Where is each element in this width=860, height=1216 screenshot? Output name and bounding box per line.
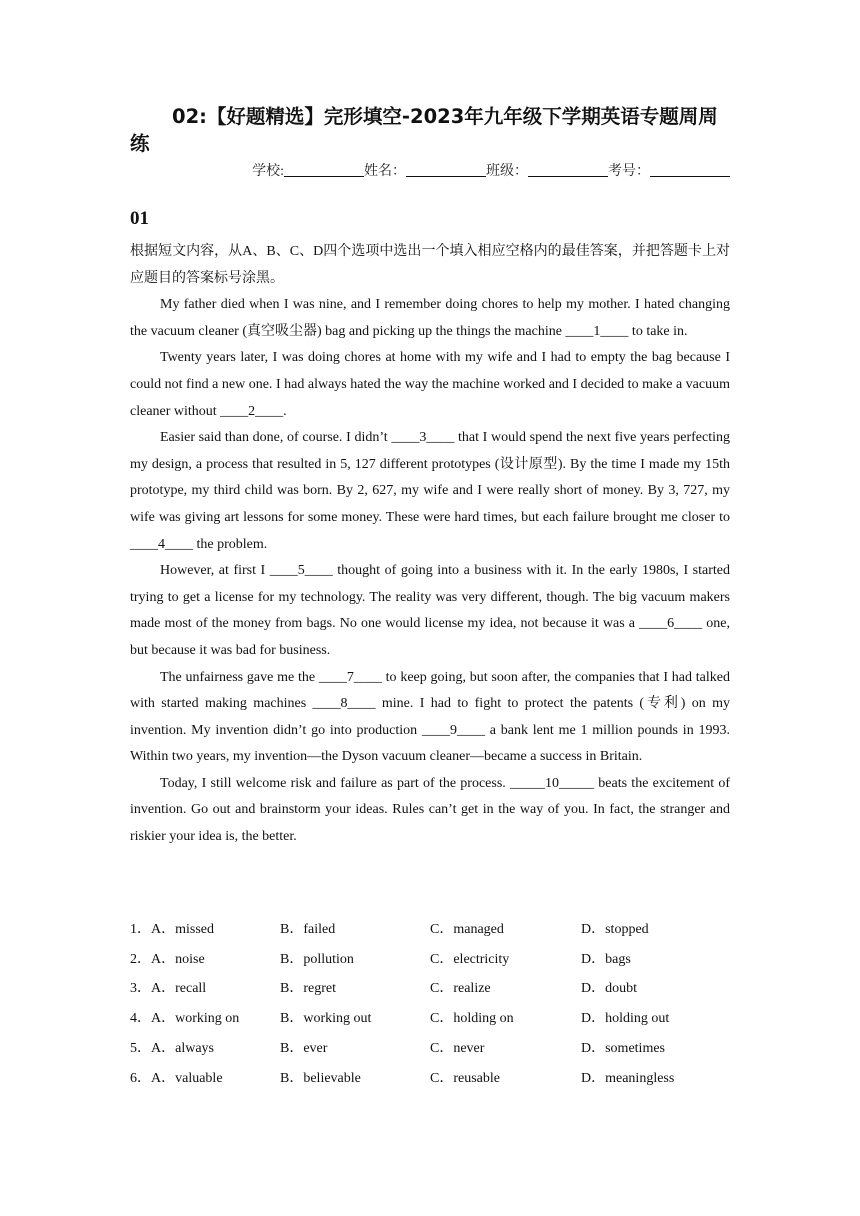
option-b: B．working out (280, 1011, 372, 1027)
option-c: C．managed (430, 921, 504, 937)
option-c: C．never (430, 1041, 485, 1057)
section-number: 01 (130, 208, 149, 229)
student-info-line (252, 160, 730, 180)
paragraph: Easier said than done, of course. I didn’t ____3____ that I would spend the next five years perfecting my design, a process that resulted in 5, 127 different prototypes (设计原型). By the time I made my 15th prototype, my third child was born. By 2, 627, my wife and I were really short of money. By 3, 727, my wife was giving art lessons for some money. These were hard times, but each failure brought me closer to ____4____ the problem. (130, 430, 730, 552)
paragraph: Twenty years later, I was doing chores at home with my wife and I had to empty the bag because I could not find a new one. I had always hated the way the machine worked and I decided to make a vacuum cleaner without ____2____. (130, 350, 730, 419)
option-a: 1．A．missed (130, 921, 214, 937)
class-blank[interactable] (528, 162, 608, 177)
passage (130, 239, 730, 851)
school-label: 学校: (252, 164, 284, 179)
name-label: 姓名： (364, 164, 406, 179)
option-c: C．reusable (430, 1070, 500, 1086)
option-a: 6．A．valuable (130, 1070, 223, 1086)
option-b: B．pollution (280, 951, 354, 967)
exam-number-blank[interactable] (650, 162, 730, 177)
option-c: C．holding on (430, 1011, 514, 1027)
option-d: D．bags (581, 951, 631, 967)
question-options-row (130, 1062, 730, 1092)
option-d: D．doubt (581, 981, 637, 997)
option-c: C．electricity (430, 951, 510, 967)
option-a: 5．A．always (130, 1041, 214, 1057)
option-d: D．meaningless (581, 1070, 675, 1086)
question-options-row (130, 1032, 730, 1062)
question-options-row (130, 913, 730, 943)
option-a: 4．A．working on (130, 1011, 240, 1027)
options-list (130, 913, 730, 1092)
option-b: B．regret (280, 981, 336, 997)
question-options-row (130, 943, 730, 973)
option-a: 3．A．recall (130, 981, 207, 997)
option-b: B．failed (280, 921, 336, 937)
page-title: 02:【好题精选】完形填空-2023年九年级下学期英语专题周周练 (130, 105, 718, 155)
option-a: 2．A．noise (130, 951, 205, 967)
option-d: D．holding out (581, 1011, 670, 1027)
question-options-row (130, 973, 730, 1003)
paragraph: However, at first I ____5____ thought of going into a business with it. In the early 1980s, I started trying to get a license for my technology. The reality was very different, though. The big vacuum makers made most of the money from bags. No one would license my idea, not because it was a ____6____ one, but because it was bad for business. (130, 563, 730, 658)
question-options-row (130, 1002, 730, 1032)
school-blank[interactable] (284, 162, 364, 177)
option-d: D．sometimes (581, 1041, 665, 1057)
name-blank[interactable] (406, 162, 486, 177)
class-label: 班级： (486, 164, 528, 179)
paragraph: Today, I still welcome risk and failure as part of the process. _____10_____ beats the excitement of invention. Go out and brainstorm your ideas. Rules can’t get in the way of you. In fact, the stranger and riskier your idea is, the better. (130, 775, 730, 845)
option-c: C．realize (430, 981, 491, 997)
option-d: D．stopped (581, 921, 649, 937)
option-b: B．believable (280, 1070, 361, 1086)
instructions: 根据短文内容，从A、B、C、D四个选项中选出一个填入相应空格内的最佳答案，并把答题卡上对应题目的答案标号涂黑。 (130, 244, 730, 286)
exam-number-label: 考号： (608, 164, 650, 179)
paragraph: The unfairness gave me the ____7____ to keep going, but soon after, the companies that I had talked with started making machines ____8____ mine. I had to fight to protect the patents (专利) on my invention. My invention didn’t go into production ____9____ a bank lent me 1 million pounds in 1993. Within two years, my invention—the Dyson vacuum cleaner—became a success in Britain. (130, 669, 730, 765)
paragraph: My father died when I was nine, and I remember doing chores to help my mother. I hated changing the vacuum cleaner (真空吸尘器) bag and picking up the things the machine ____1____ to take in. (130, 297, 730, 339)
option-b: B．ever (280, 1041, 328, 1057)
